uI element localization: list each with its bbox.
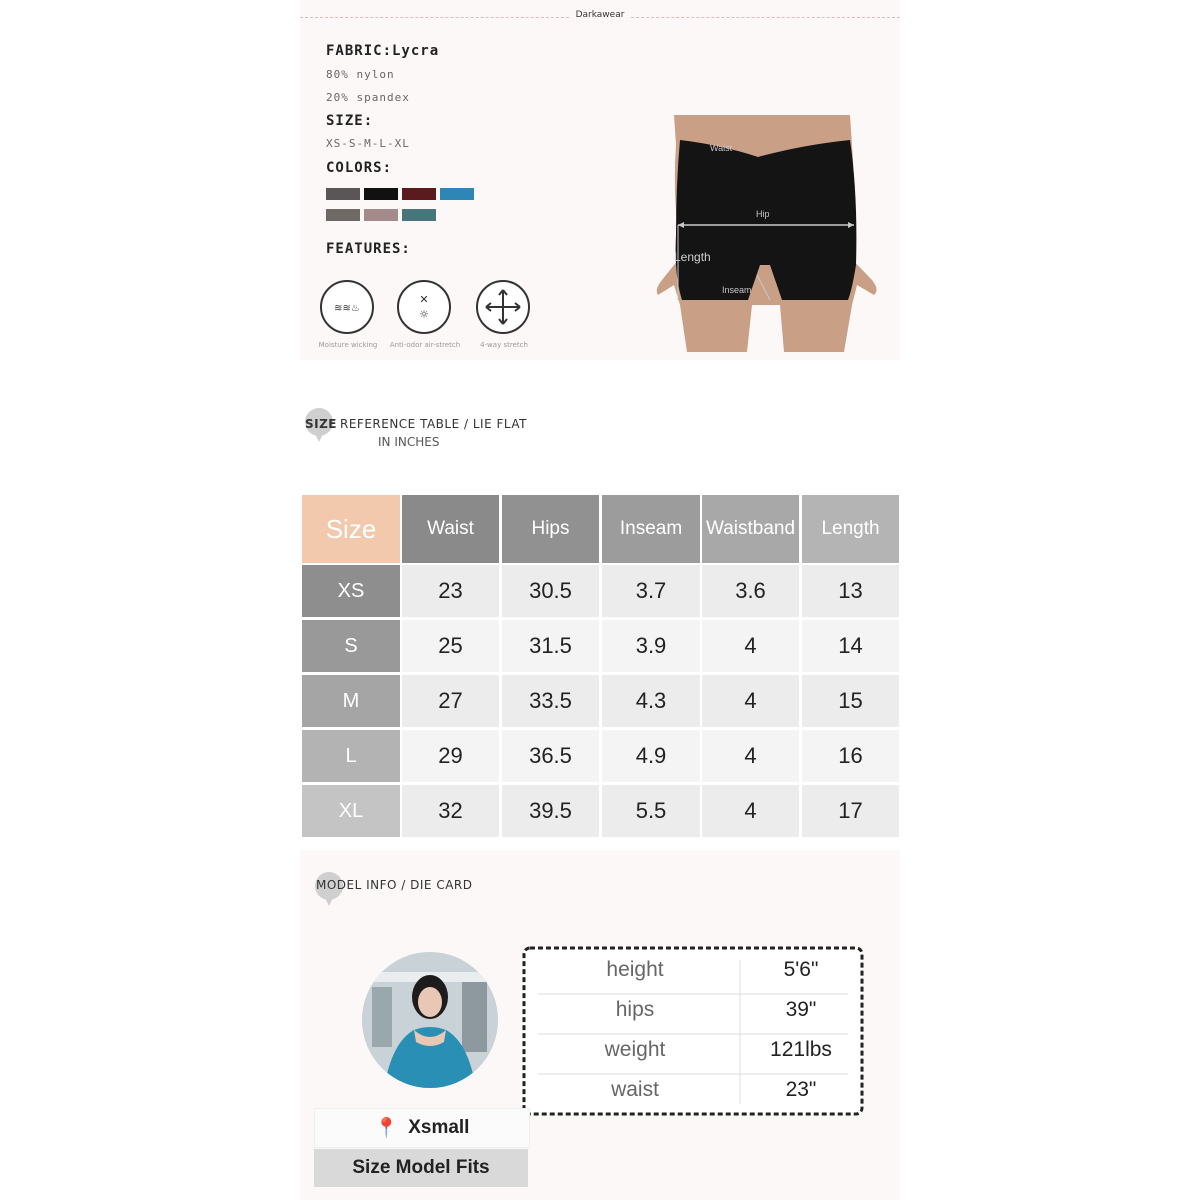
size-title-prefix: SIZE xyxy=(305,417,338,431)
feature-label-anti-odor: Anti-odor air-stretch xyxy=(389,341,461,349)
shorts-measurement-figure xyxy=(652,115,882,352)
table-header-waistband: Waistband xyxy=(702,495,799,563)
model-info-title: MODEL INFO / DIE CARD xyxy=(316,878,473,892)
table-cell: 27 xyxy=(402,675,499,727)
table-cell: 3.6 xyxy=(702,565,799,617)
table-header-size: Size xyxy=(302,495,400,563)
waist-label: Waist xyxy=(710,143,733,153)
table-cell: 3.7 xyxy=(602,565,700,617)
table-cell: 4 xyxy=(702,675,799,727)
color-swatch[interactable] xyxy=(402,188,436,200)
anti-odor-icon xyxy=(397,280,451,334)
color-swatch[interactable] xyxy=(364,209,398,221)
color-swatch[interactable] xyxy=(402,209,436,221)
svg-text:✕: ✕ xyxy=(419,293,429,306)
table-cell: 5.5 xyxy=(602,785,700,837)
size-reference-panel xyxy=(300,360,900,850)
table-header-waist: Waist xyxy=(402,495,499,563)
table-cell: 31.5 xyxy=(502,620,599,672)
size-table-unit: IN INCHES xyxy=(378,435,440,449)
stat-label-height: height xyxy=(606,958,664,981)
table-cell: 16 xyxy=(802,730,899,782)
table-cell: 36.5 xyxy=(502,730,599,782)
model-info-panel xyxy=(300,850,900,1200)
size-label-cell: L xyxy=(302,730,400,782)
product-spec-panel xyxy=(300,0,900,360)
fit-label-box xyxy=(314,1149,528,1187)
size-range: XS-S-M-L-XL xyxy=(326,137,410,150)
color-swatch[interactable] xyxy=(364,188,398,200)
fit-size-box xyxy=(314,1108,530,1148)
size-label-cell: XL xyxy=(302,785,400,837)
fit-label: Size Model Fits xyxy=(352,1157,490,1178)
table-header-hips: Hips xyxy=(502,495,599,563)
four-way-stretch-icon xyxy=(476,280,530,334)
length-label: Length xyxy=(674,250,711,264)
table-cell: 23 xyxy=(402,565,499,617)
color-swatch[interactable] xyxy=(326,209,360,221)
fit-size-value: Xsmall xyxy=(408,1117,470,1138)
pin-icon: 📍 xyxy=(374,1118,399,1139)
hip-label: Hip xyxy=(756,209,770,219)
table-cell: 4.9 xyxy=(602,730,700,782)
stat-value-weight: 121lbs xyxy=(770,1038,832,1061)
stat-label-hips: hips xyxy=(615,998,655,1021)
svg-text:☼: ☼ xyxy=(419,308,429,321)
size-label-cell: M xyxy=(302,675,400,727)
size-heading: SIZE: xyxy=(326,113,374,129)
fabric-nylon: 80% nylon xyxy=(326,68,395,81)
brand-name: Darkawear xyxy=(570,10,631,20)
table-cell: 39.5 xyxy=(502,785,599,837)
stat-label-weight: weight xyxy=(604,1038,666,1061)
moisture-wicking-icon xyxy=(320,280,374,334)
table-cell: 29 xyxy=(402,730,499,782)
table-cell: 17 xyxy=(802,785,899,837)
stat-value-waist: 23" xyxy=(785,1078,817,1101)
table-cell: 15 xyxy=(802,675,899,727)
color-swatch[interactable] xyxy=(440,188,474,200)
fabric-heading: FABRIC:Lycra xyxy=(326,43,440,59)
table-cell: 13 xyxy=(802,565,899,617)
table-header-inseam: Inseam xyxy=(602,495,700,563)
table-cell: 30.5 xyxy=(502,565,599,617)
inseam-label: Inseam xyxy=(722,285,752,295)
table-cell: 4 xyxy=(702,730,799,782)
table-cell: 3.9 xyxy=(602,620,700,672)
table-cell: 33.5 xyxy=(502,675,599,727)
size-label-cell: S xyxy=(302,620,400,672)
model-avatar xyxy=(362,952,498,1088)
colors-heading: COLORS: xyxy=(326,160,393,176)
feature-label-stretch: 4-way stretch xyxy=(480,341,528,349)
size-label-cell: XS xyxy=(302,565,400,617)
table-header-length: Length xyxy=(802,495,899,563)
fabric-spandex: 20% spandex xyxy=(326,91,410,104)
table-cell: 4.3 xyxy=(602,675,700,727)
color-swatch[interactable] xyxy=(326,188,360,200)
stat-label-waist: waist xyxy=(611,1078,659,1101)
stat-value-hips: 39" xyxy=(785,998,817,1021)
table-cell: 14 xyxy=(802,620,899,672)
svg-text:≋≋♨: ≋≋♨ xyxy=(334,303,360,314)
model-stats-card xyxy=(518,942,868,1120)
features-heading: FEATURES: xyxy=(326,241,411,257)
table-cell: 32 xyxy=(402,785,499,837)
feature-label-moisture: Moisture wicking xyxy=(318,341,378,349)
table-cell: 4 xyxy=(702,785,799,837)
table-cell: 25 xyxy=(402,620,499,672)
size-table-title: REFERENCE TABLE / LIE FLAT xyxy=(340,417,527,431)
stat-value-height: 5'6" xyxy=(783,958,819,981)
table-cell: 4 xyxy=(702,620,799,672)
